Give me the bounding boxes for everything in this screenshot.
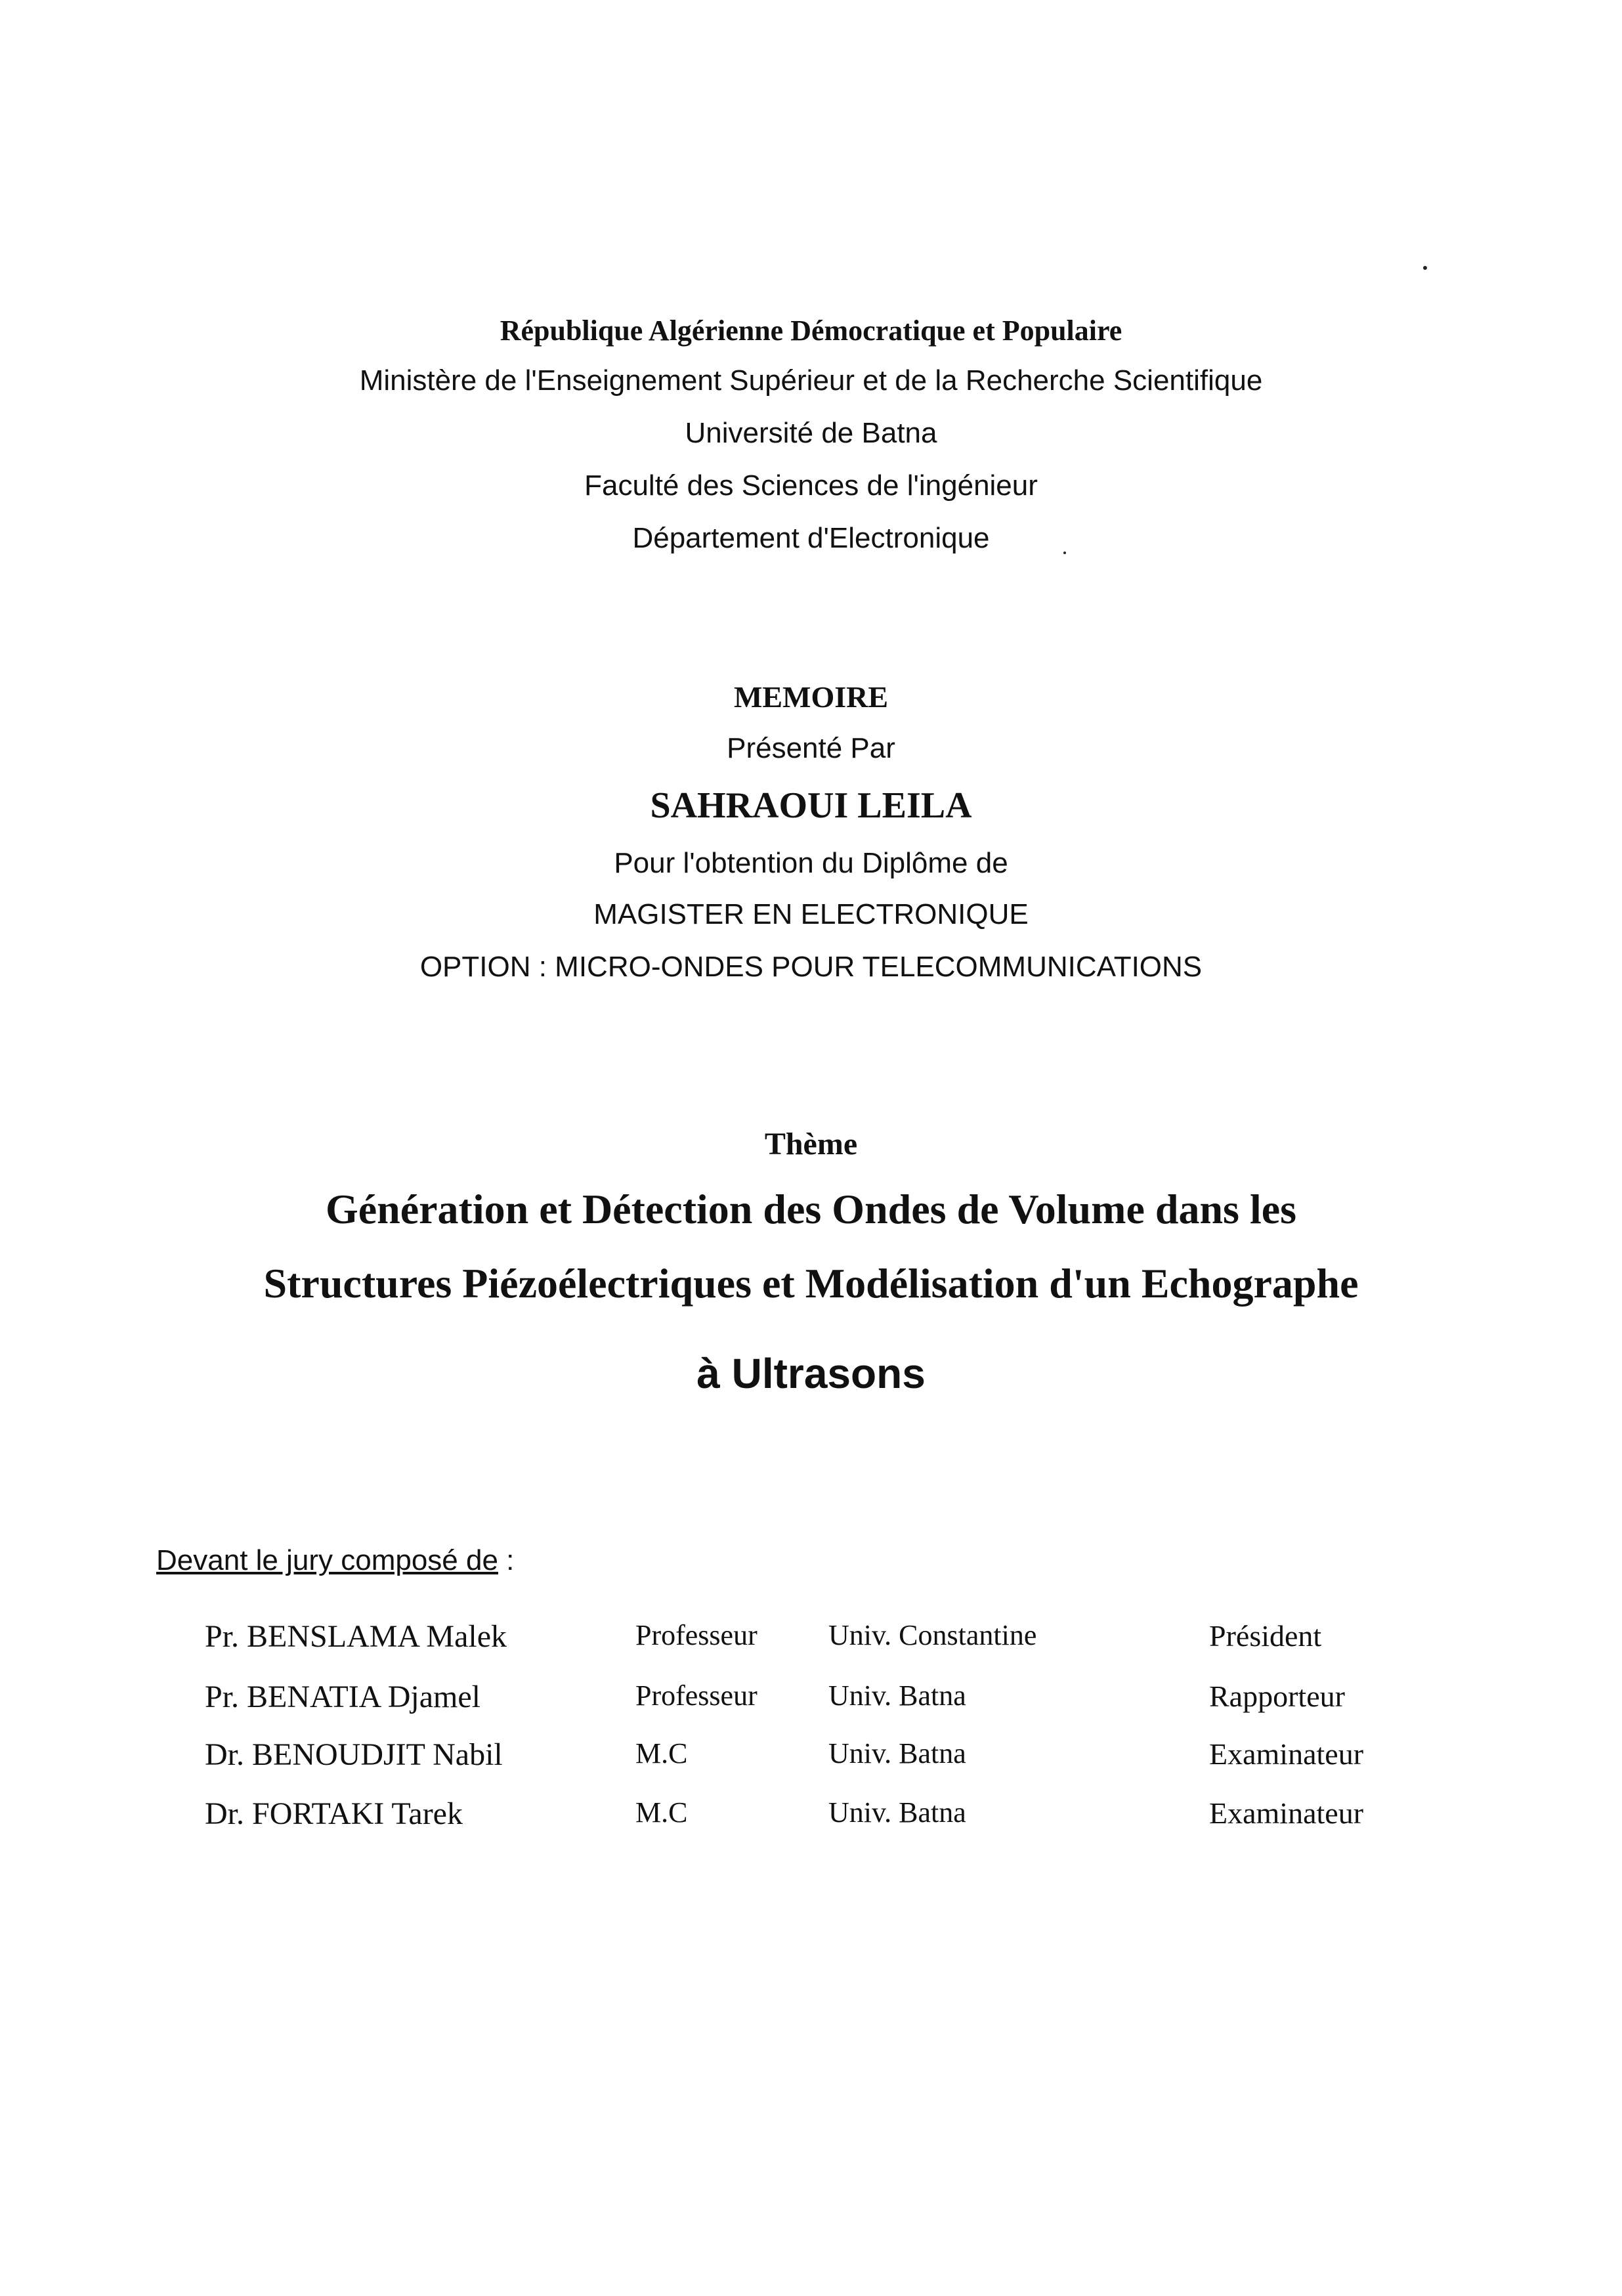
theme-label: Thème: [764, 1127, 858, 1161]
jury-row: [0, 1796, 1622, 1842]
jury-row: [0, 1737, 1622, 1783]
faculty-line: Faculté des Sciences de l'ingénieur: [584, 469, 1038, 502]
jury-row: [0, 1618, 1622, 1664]
degree-line: MAGISTER EN ELECTRONIQUE: [593, 898, 1029, 930]
jury-member-name: Pr. BENSLAMA Malek: [205, 1619, 507, 1654]
jury-member-role: Examinateur: [1209, 1796, 1364, 1830]
jury-member-university: Univ. Batna: [828, 1737, 966, 1769]
jury-member-university: Univ. Batna: [828, 1679, 966, 1712]
degree-intro-line: Pour l'obtention du Diplôme de: [614, 847, 1008, 879]
republic-line: République Algérienne Démocratique et Populaire: [500, 314, 1122, 347]
jury-member-name: Dr. BENOUDJIT Nabil: [205, 1737, 503, 1772]
jury-member-rank: Professeur: [635, 1679, 758, 1712]
jury-member-role: Rapporteur: [1209, 1679, 1345, 1713]
option-line: OPTION : MICRO-ONDES POUR TELECOMMUNICATIONS: [419, 951, 1203, 983]
jury-member-role: Examinateur: [1209, 1737, 1364, 1771]
jury-intro: [156, 1544, 514, 1577]
jury-member-university: Univ. Batna: [828, 1796, 966, 1829]
department-line: Département d'Electronique: [632, 522, 990, 554]
theme-title-line-3: à Ultrasons: [696, 1350, 926, 1397]
jury-member-role: Président: [1209, 1619, 1322, 1653]
theme-title-line-1: Génération et Détection des Ondes de Volume dans les: [325, 1186, 1297, 1232]
jury-member-rank: Professeur: [635, 1619, 758, 1651]
ministry-line: Ministère de l'Enseignement Supérieur et de la Recherche Scientifique: [359, 364, 1263, 397]
university-line: Université de Batna: [685, 417, 937, 449]
jury-member-university: Univ. Constantine: [828, 1619, 1037, 1651]
presented-by-line: Présenté Par: [727, 732, 895, 764]
memoire-title: MEMOIRE: [733, 680, 889, 714]
jury-member-name: Dr. FORTAKI Tarek: [205, 1796, 463, 1831]
jury-intro-text: Devant le jury composé de: [156, 1544, 498, 1576]
jury-member-rank: M.C: [635, 1737, 688, 1769]
jury-member-rank: M.C: [635, 1796, 688, 1829]
author-name: SAHRAOUI LEILA: [650, 785, 972, 826]
jury-intro-colon: :: [498, 1544, 515, 1576]
jury-row: [0, 1679, 1622, 1725]
theme-title-line-2: Structures Piézoélectriques et Modélisation d'un Echographe: [263, 1260, 1359, 1307]
jury-member-name: Pr. BENATIA Djamel: [205, 1679, 480, 1714]
scan-speck: [1423, 266, 1427, 270]
